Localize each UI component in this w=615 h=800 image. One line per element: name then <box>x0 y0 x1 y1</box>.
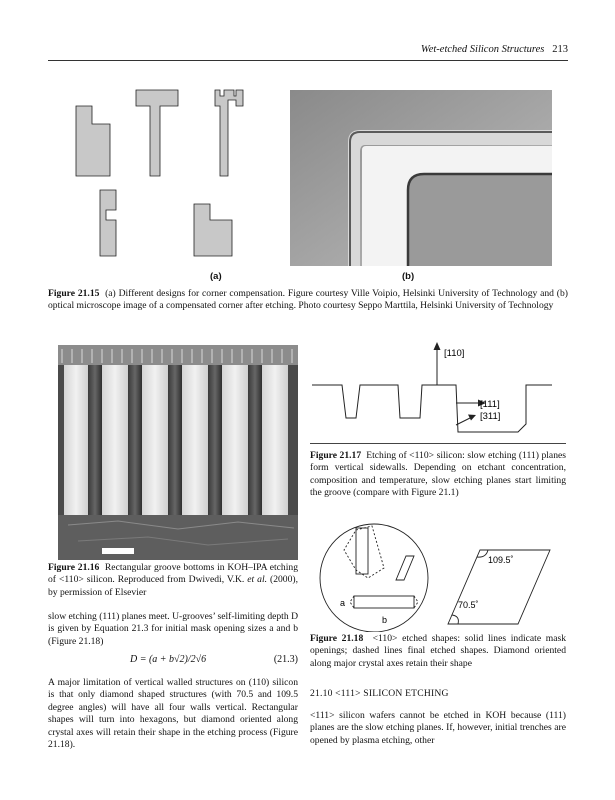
label-311: [311] <box>480 411 501 422</box>
corner-shape-1 <box>76 106 110 176</box>
arrow-311-line <box>456 417 472 425</box>
inner-compensated-corner <box>408 174 552 266</box>
figure-21-18-caption-text: <110> etched shapes: solid lines indicate mask openings; dashed lines final etched shapes. Diamond oriented along major crystal axes retain their shape <box>310 633 566 669</box>
header-rule <box>48 60 568 61</box>
arrow-110-head <box>434 342 441 350</box>
right-column-para: <111> silicon wafers cannot be etched in KOH because (111) planes are the slow etching planes. If, however, initial trenches are opened by plasma etching, other <box>310 710 566 746</box>
figure-21-16-caption-text-1: Rectangular groove bottoms in KOH–IPA etching of <110> silicon. Reproduced from Dwivedi, V.K. <box>48 562 298 586</box>
angle-109-label: 109.5˚ <box>488 555 514 565</box>
corner-shape-2 <box>136 90 178 176</box>
label-110: [110] <box>444 348 465 359</box>
figure-21-17-caption <box>310 450 566 500</box>
corner-shape-3 <box>215 90 243 176</box>
corner-shape-4 <box>100 190 116 256</box>
sem-scale-bar <box>102 548 134 554</box>
arrow-311-head <box>468 415 476 421</box>
left-column-para-1: slow etching (111) planes meet. U-grooves’ self-limiting depth D is given by Equation 21.3 for initial mask opening sizes a and b (Figure 21.18) <box>48 611 298 647</box>
label-111: [111] <box>480 399 500 410</box>
wafer-circle <box>320 524 428 632</box>
section-heading-21-10: 21.10 <111> SILICON ETCHING <box>310 688 449 699</box>
figure-21-18-diagram <box>310 520 568 632</box>
figure-21-18-label: Figure 21.18 <box>310 633 364 644</box>
running-header <box>421 44 568 55</box>
label-b: b <box>382 615 388 625</box>
figure-21-16-caption <box>48 562 298 599</box>
figure-21-16-caption-italic: et al. <box>247 574 268 586</box>
figure-21-15-sub-a: (a) <box>210 271 222 282</box>
figure-21-17-diagram <box>306 340 568 445</box>
figure-21-16-caption-text-2: (2000), by permission of Elsevier <box>48 574 298 598</box>
equation-number: (21.3) <box>273 654 298 665</box>
running-title: Wet-etched Silicon Structures <box>420 44 545 55</box>
equation-formula: D = (a + b√2)/2√6 <box>130 654 207 665</box>
diamond-mask-small <box>396 556 414 580</box>
figure-21-17-rule <box>310 443 566 444</box>
figure-21-15-label: Figure 21.15 <box>48 288 100 299</box>
dashed-hexagon <box>344 526 384 578</box>
rect-mask-horizontal <box>354 596 414 608</box>
figure-21-15a-diagram <box>60 86 280 276</box>
figure-21-15-caption <box>48 288 568 313</box>
figure-21-17-label: Figure 21.17 <box>310 450 362 461</box>
angle-70-label: 70.5˚ <box>458 600 479 610</box>
figure-21-15-caption-text: (a) Different designs for corner compensation. Figure courtesy Ville Voipio, Helsinki University of Technology and (b) optical microscope image of a compensated corner after etching. Photo courtesy Seppo Marttila, Helsinki University of Technology <box>48 288 568 312</box>
groove-profile <box>312 385 552 432</box>
sem-substrate <box>58 515 298 560</box>
page-number: 213 <box>552 44 568 55</box>
figure-21-15b-photo <box>290 90 552 266</box>
figure-21-16-sem-image <box>58 345 298 560</box>
dashed-rect-outline <box>350 596 418 608</box>
left-column-para-2: A major limitation of vertical walled structures on (110) silicon is that only diamond shaped structures (with 70.5 and 109.5 degree angles) will have all four walls vertical. Rectangular shapes will turn into hexagons, but diamond oriented along crystal axes will retain their shape in the etching process (Figure 21.18). <box>48 677 298 751</box>
figure-21-16-label: Figure 21.16 <box>48 562 100 573</box>
figure-21-18-caption <box>310 633 566 670</box>
angle-arc-70 <box>452 615 458 624</box>
corner-shape-5 <box>194 204 232 256</box>
label-a: a <box>340 598 346 608</box>
rect-mask-vertical <box>356 528 368 574</box>
figure-21-15-sub-b: (b) <box>402 271 415 282</box>
sem-grooves <box>64 365 288 515</box>
figure-21-17-caption-text: Etching of <110> silicon: slow etching (111) planes form vertical sidewalls. Depending on etchant concentration, composition and temperature, slow etching planes start limiting the groove (compare with Figure 21.1) <box>310 450 566 499</box>
